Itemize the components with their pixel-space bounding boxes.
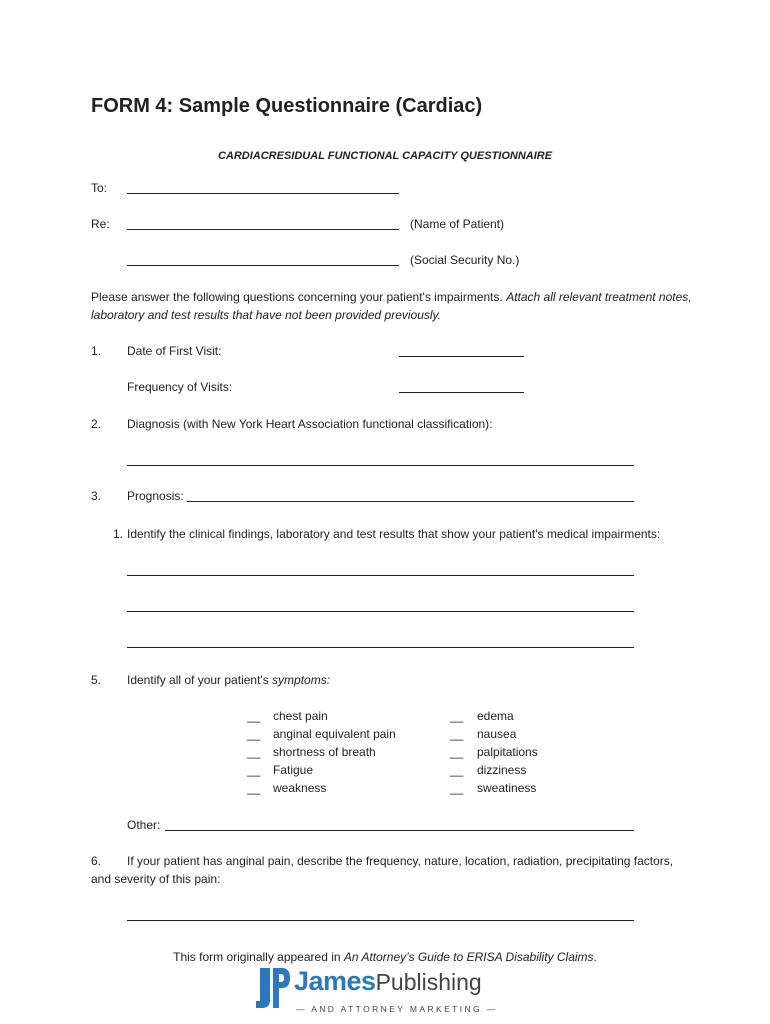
footer-note [0, 950, 770, 964]
right-label-4: sweatiness [477, 781, 537, 795]
left-checkbox-4[interactable]: __ [247, 781, 261, 795]
logo-name: James [294, 966, 376, 996]
q5-label [127, 673, 330, 687]
footer-text: This form originally appeared in [173, 950, 344, 964]
q5-label-text: Identify all of your patient's [127, 673, 273, 687]
right-checkbox-1[interactable]: __ [450, 727, 464, 741]
left-checkbox-0[interactable]: __ [247, 709, 261, 723]
angina-description-line[interactable] [127, 920, 634, 921]
prognosis-line[interactable] [187, 501, 634, 502]
re-label: Re: [91, 217, 110, 231]
q2-label: Diagnosis (with New York Heart Association functional classification): [127, 417, 493, 431]
to-label: To: [91, 181, 108, 195]
logo-tagline: — AND ATTORNEY MARKETING — [296, 1004, 498, 1014]
diagnosis-line[interactable] [127, 465, 634, 466]
right-checkbox-2[interactable]: __ [450, 745, 464, 759]
left-label-0: chest pain [273, 709, 328, 723]
intro-italic-b: laboratory and test results that have not been provided previously. [91, 308, 441, 322]
q6-label-a: If your patient has anginal pain, describe the frequency, nature, location, radiation, precipitating factors, [127, 854, 674, 868]
q5-label-italic: symptoms: [272, 673, 331, 687]
other-symptoms-line[interactable] [165, 830, 634, 831]
right-label-1: nausea [477, 727, 517, 741]
q6-label-b: and severity of this pain: [91, 872, 221, 886]
q1-label: Date of First Visit: [127, 344, 222, 358]
left-checkbox-3[interactable]: __ [247, 763, 261, 777]
james-publishing-logo [256, 966, 506, 1018]
intro-line-1 [91, 290, 692, 304]
footer-book-title: An Attorney’s Guide to ERISA Disability Claims [343, 950, 594, 964]
findings-line-1[interactable] [127, 575, 634, 576]
right-label-0: edema [477, 709, 514, 723]
ssn-line[interactable] [127, 265, 399, 266]
page-title: FORM 4: Sample Questionnaire (Cardiac) [91, 95, 483, 117]
other-label: Other: [127, 818, 161, 832]
intro-text: Please answer the following questions concerning your patient's impairments. [91, 290, 507, 304]
questionnaire-subtitle: CARDIACRESIDUAL FUNCTIONAL CAPACITY QUESTIONNAIRE [217, 150, 553, 162]
left-checkbox-1[interactable]: __ [247, 727, 261, 741]
q4-label: Identify the clinical findings, laboratory and test results that show your patient's medical impairments: [127, 527, 661, 541]
q3-number: 3. [91, 489, 102, 503]
left-label-2: shortness of breath [273, 745, 376, 759]
left-label-3: Fatigue [273, 763, 314, 777]
intro-italic-a: Attach all relevant treatment notes, [506, 290, 692, 304]
patient-name-line[interactable] [127, 229, 399, 230]
to-line[interactable] [127, 193, 399, 194]
visit-frequency-line[interactable] [399, 392, 524, 393]
right-checkbox-4[interactable]: __ [450, 781, 464, 795]
right-label-3: dizziness [477, 763, 527, 777]
right-checkbox-3[interactable]: __ [450, 763, 464, 777]
q4-number: 1. [113, 527, 124, 541]
left-label-4: weakness [273, 781, 327, 795]
right-checkbox-0[interactable]: __ [450, 709, 464, 723]
ssn-caption: (Social Security No.) [410, 253, 520, 267]
name-caption: (Name of Patient) [410, 217, 505, 231]
footer-end: . [593, 950, 597, 964]
q1-number: 1. [91, 344, 102, 358]
findings-line-3[interactable] [127, 647, 634, 648]
right-label-2: palpitations [477, 745, 538, 759]
q1-label-2: Frequency of Visits: [127, 380, 233, 394]
left-label-1: anginal equivalent pain [273, 727, 396, 741]
logo-wordmark [294, 966, 482, 997]
findings-line-2[interactable] [127, 611, 634, 612]
q5-number: 5. [91, 673, 102, 687]
first-visit-line[interactable] [399, 356, 524, 357]
q3-label: Prognosis: [127, 489, 184, 503]
q2-number: 2. [91, 417, 102, 431]
left-checkbox-2[interactable]: __ [247, 745, 261, 759]
logo-name-2: Publishing [375, 969, 482, 995]
q6-number: 6. [91, 854, 102, 868]
jp-monogram-icon [256, 968, 290, 1010]
